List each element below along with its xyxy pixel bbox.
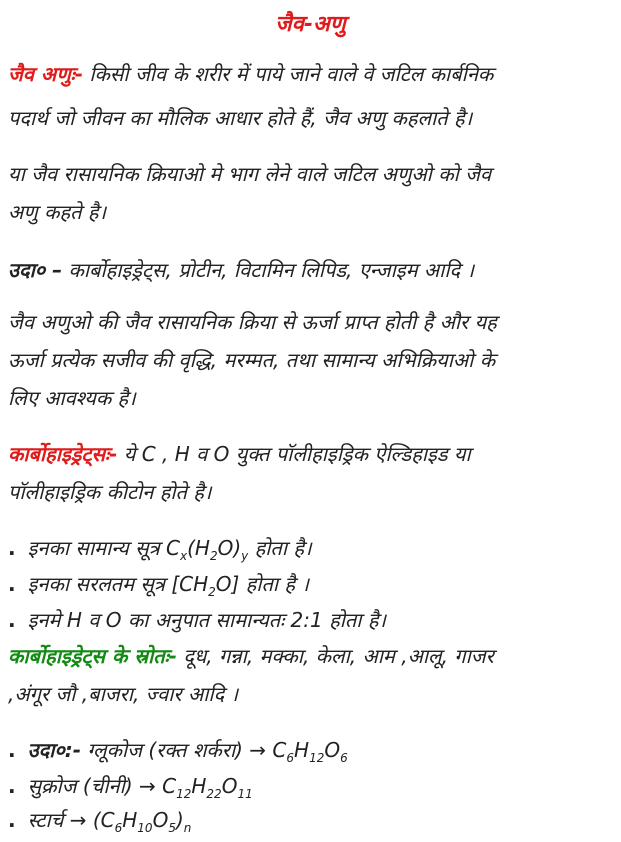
carbohydrates-line-2: पॉलीहाइड्रिक कीटोन होते है। bbox=[8, 480, 212, 504]
example-item: . उदा०:- ग्लूकोज (रक्त शर्करा) → $C_6H_{12}O_6$ bbox=[8, 736, 348, 772]
definition-line-2: पदार्थ जो जीवन का मौलिक आधार होते हैं, जैव अणु कहलाते है। bbox=[8, 106, 473, 130]
definition-text: किसी जीव के शरीर में पाये जाने वाले वे जटिल कार्बनिक bbox=[83, 62, 494, 86]
alt-definition-line-2: अणु कहते है। bbox=[8, 200, 107, 224]
example-text: कार्बोहाइड्रेट्स, प्रोटीन, विटामिन लिपिड, एन्जाइम आदि । bbox=[62, 258, 475, 282]
page-title: जैव-अणु bbox=[275, 12, 346, 37]
energy-line-3: लिए आवश्यक है। bbox=[8, 386, 136, 410]
sources-label: कार्बोहाइड्रेट्स के स्रोतः- bbox=[8, 644, 177, 668]
example-line bbox=[8, 256, 474, 284]
definition-label: जैव अणुः- bbox=[8, 62, 84, 86]
carbohydrates-label: कार्बोहाइड्रेट्सः- bbox=[8, 442, 118, 466]
sources-line-2: ,अंगूर जौ ,बाजरा, ज्वार आदि । bbox=[8, 682, 239, 706]
carbohydrates-line-1 bbox=[8, 440, 471, 468]
sources-text: दूध, गन्ना, मक्का, केला, आम ,आलू, गाजर bbox=[177, 644, 494, 668]
energy-line-1: जैव अणुओ की जैव रासायनिक क्रिया से ऊर्जा प्राप्त होती है और यह bbox=[8, 310, 497, 334]
example-item: . स्टार्च → $(C_6H_{10}O_5)_n$ bbox=[8, 806, 191, 842]
carbohydrates-text: ये C , H व O युक्त पॉलीहाइड्रिक ऐल्डिहाइड या bbox=[117, 442, 471, 466]
property-item: . इनका सरलतम सूत्र $[CH_2O]$ होता है । bbox=[8, 570, 309, 606]
definition-line-1 bbox=[8, 60, 493, 88]
example-item: . सुक्रोज (चीनी) → $C_{12}H_{22}O_{11}$ bbox=[8, 772, 253, 808]
energy-line-2: ऊर्जा प्रत्येक सजीव की वृद्धि, मरम्मत, तथा सामान्य अभिक्रियाओ के bbox=[8, 348, 496, 372]
alt-definition-line-1: या जैव रासायनिक क्रियाओ मे भाग लेने वाले जटिल अणुओ को जैव bbox=[8, 162, 492, 186]
sources-line-1 bbox=[8, 642, 494, 670]
property-item: . इनका सामान्य सूत्र $C_x(H_2O)_y$ होता है। bbox=[8, 534, 312, 570]
example-label: उदा० – bbox=[8, 258, 63, 282]
property-item: . इनमे H व O का अनुपात सामान्यतः 2:1 होता है। bbox=[8, 606, 386, 634]
